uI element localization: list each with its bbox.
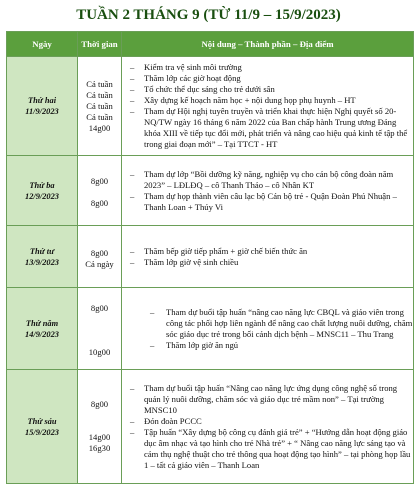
- list-item: – Thăm lớp giờ vệ sinh chiều: [122, 257, 413, 268]
- day-date: 14/9/2023: [25, 329, 59, 339]
- list-item: – Tham dự họp thành viên câu lạc bộ Cán bộ trẻ - Quận Đoàn Phú Nhuận – Thanh Loan + Thúy Vi: [122, 191, 413, 213]
- time-label: Cả tuần: [86, 78, 113, 89]
- day-date: 12/9/2023: [25, 191, 59, 201]
- day-cell: [7, 370, 78, 484]
- time-label: 8g00: [90, 303, 109, 313]
- time-cell: [78, 288, 122, 370]
- time-label: 14g00: [88, 122, 111, 133]
- list-item: – Tham dự buổi tập huấn “nâng cao năng lực CBQL và giáo viên trong công tác phối hợp liên ngành để nâng cao chất lượng nuôi dưỡng, chăm sóc giáo dục trẻ trong bối cảnh dịch bệnh – MNSC11 – Thu Trang: [122, 307, 413, 340]
- page-title: TUẦN 2 THÁNG 9 (TỪ 11/9 – 15/9/2023): [76, 7, 341, 23]
- day-name: Thứ sáu: [27, 416, 57, 426]
- list-item: – Tham dự lớp “Bồi dưỡng kỹ năng, nghiệp vụ cho cán bộ công đoàn năm 2023” – LĐLĐQ – cô Thanh Thảo – cô Nhân KT: [122, 169, 413, 191]
- list-item: – Tham dự Hội nghị tuyên truyền và triển khai thực hiện Nghị quyết số 20-NQ/TW ngày 16 tháng 6 năm 2022 của Ban chấp hành Trung ương Đảng khóa XIII về tiếp tục đổi mới, phát triển và nâng cao hiệu quả kinh tế tập thể trong giai đoạn mới” – Tại TTCT - HT: [122, 106, 413, 150]
- table-row: [7, 288, 414, 370]
- time-label: Cả ngày: [85, 258, 114, 269]
- schedule-table: [6, 31, 414, 484]
- list-item: – Thăm lớp các giờ hoạt động: [122, 73, 413, 84]
- table-row: [7, 57, 414, 156]
- time-label: 8g00: [90, 176, 109, 186]
- list-item: – Kiểm tra vệ sinh môi trường: [122, 62, 413, 73]
- time-cell: [78, 226, 122, 288]
- time-label: Cả tuần: [86, 100, 113, 111]
- header-day: Ngày: [7, 32, 78, 57]
- table-row: [7, 370, 414, 484]
- time-label: 16g30: [88, 443, 111, 453]
- content-cell: [122, 57, 414, 156]
- content-cell: [122, 370, 414, 484]
- time-cell: [78, 57, 122, 156]
- list-item: – Tổ chức thể dục sáng cho trẻ dưới sân: [122, 84, 413, 95]
- list-item: – Thăm bếp giờ tiếp phẩm + giờ chế biến thức ăn: [122, 246, 413, 257]
- table-row: [7, 226, 414, 288]
- time-label: 14g00: [88, 432, 111, 442]
- time-label: 8g00: [90, 399, 109, 409]
- content-cell: [122, 288, 414, 370]
- time-cell: [78, 156, 122, 226]
- list-item: – Tập huấn “Xây dựng bộ công cụ đánh giá trẻ” + “Hướng dẫn hoạt động giáo dục âm nhạc và tạo hình cho trẻ Nhà trẻ” + “ Nâng cao năng lực sáng tạo và cảm thụ nghệ thuật cho trẻ thông qua hoạt động tạo hình” – tại phòng họp lầu 1 – tất cả giáo viên – Thanh Loan: [122, 427, 413, 471]
- day-name: Thứ năm: [25, 318, 59, 328]
- content-cell: [122, 156, 414, 226]
- header-row: [7, 32, 414, 57]
- day-date: 13/9/2023: [25, 257, 59, 267]
- day-name: Thứ tư: [29, 246, 55, 256]
- day-name: Thứ ba: [29, 180, 55, 190]
- day-cell: [7, 226, 78, 288]
- time-label: 8g00: [90, 247, 109, 258]
- time-label: 8g00: [90, 198, 109, 208]
- content-cell: [122, 226, 414, 288]
- header-content: Nội dung – Thành phần – Địa điểm: [122, 32, 414, 57]
- list-item: – Tham dự buổi tập huấn “Nâng cao năng lực ứng dụng công nghệ số trong quản lý nuôi dưỡng, chăm sóc và giáo dục trẻ mầm non” – Tại trường MNSC10: [122, 383, 413, 416]
- table-row: [7, 156, 414, 226]
- time-label: Cả tuần: [86, 111, 113, 122]
- list-item: – Đón đoàn PCCC: [122, 416, 413, 427]
- time-label: Cả tuần: [86, 89, 113, 100]
- list-item: – Thăm lớp giờ ăn ngủ: [122, 340, 413, 351]
- day-cell: [7, 288, 78, 370]
- day-name: Thứ hai: [27, 96, 57, 105]
- time-label: 10g00: [88, 347, 111, 357]
- header-time: Thời gian: [78, 32, 122, 57]
- time-cell: [78, 370, 122, 484]
- day-cell: [7, 156, 78, 226]
- list-item: – Xây dựng kế hoạch năm học + nội dung họp phụ huynh – HT: [122, 95, 413, 106]
- day-cell: [7, 57, 78, 156]
- day-date: 15/9/2023: [25, 427, 59, 437]
- day-date: 11/9/2023: [25, 107, 59, 116]
